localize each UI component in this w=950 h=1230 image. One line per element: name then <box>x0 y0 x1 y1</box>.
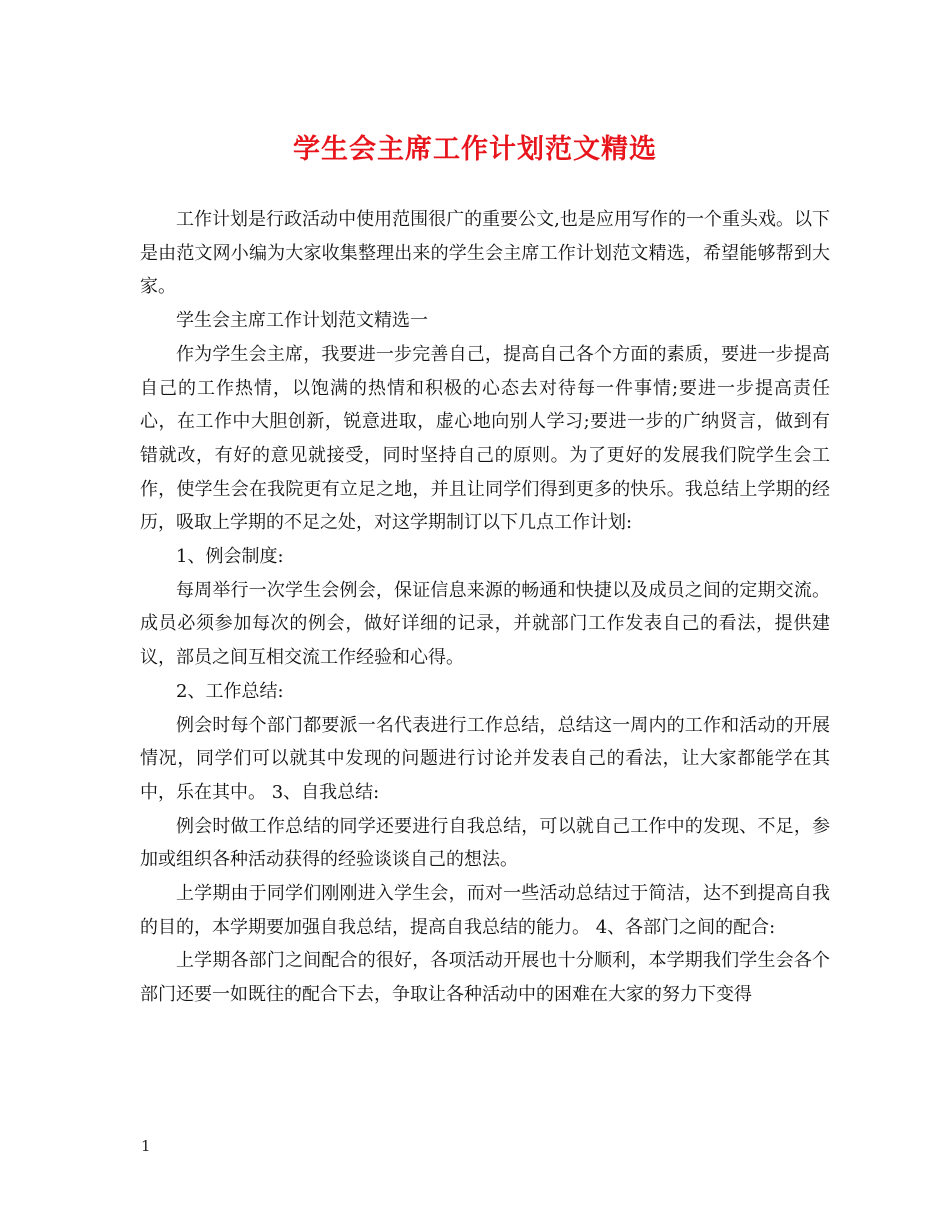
document-body <box>140 203 830 1012</box>
paragraph: 例会时每个部门都要派一名代表进行工作总结，总结这一周内的工作和活动的开展情况，同学们可以就其中发现的问题进行讨论并发表自己的看法，让大家都能学在其中，乐在其中。 3、自我总结: <box>140 714 830 803</box>
page-number: 1 <box>141 1137 151 1155</box>
paragraph: 上学期各部门之间配合的很好，各项活动开展也十分顺利，本学期我们学生会各个部门还要一如既往的配合下去，争取让各种活动中的困难在大家的努力下变得 <box>140 950 830 1006</box>
section-heading: 学生会主席工作计划范文精选一 <box>176 310 428 332</box>
document-title: 学生会主席工作计划范文精选 <box>293 134 657 165</box>
list-heading: 1、例会制度: <box>176 546 284 568</box>
paragraph: 例会时做工作总结的同学还要进行自我总结，可以就自己工作中的发现、不足，参加或组织各种活动获得的经验谈谈自己的想法。 <box>140 815 830 871</box>
list-heading: 2、工作总结: <box>176 680 284 702</box>
paragraph: 每周举行一次学生会例会，保证信息来源的畅通和快捷以及成员之间的定期交流。成员必须参加每次的例会，做好详细的记录，并就部门工作发表自己的看法，提供建议，部员之间互相交流工作经验和心得。 <box>140 579 830 669</box>
paragraph-intro: 工作计划是行政活动中使用范围很广的重要公文,也是应用写作的一个重头戏。以下是由范文网小编为大家收集整理出来的学生会主席工作计划范文精选，希望能够帮到大家。 <box>140 209 830 298</box>
paragraph: 上学期由于同学们刚刚进入学生会，而对一些活动总结过于简洁，达不到提高自我的目的，本学期要加强自我总结，提高自我总结的能力。 4、各部门之间的配合: <box>140 883 830 938</box>
paragraph: 作为学生会主席，我要进一步完善自己，提高自己各个方面的素质，要进一步提高自己的工作热情，以饱满的热情和积极的心态去对待每一件事情;要进一步提高责任心，在工作中大胆创新，锐意进取，虚心地向别人学习;要进一步的广纳贤言，做到有错就改，有好的意见就接受，同时坚持自己的原则。为了更好的发展我们院学生会工作，使学生会在我院更有立足之地，并且让同学们得到更多的快乐。我总结上学期的经历，吸取上学期的不足之处，对这学期制订以下几点工作计划: <box>140 343 830 534</box>
